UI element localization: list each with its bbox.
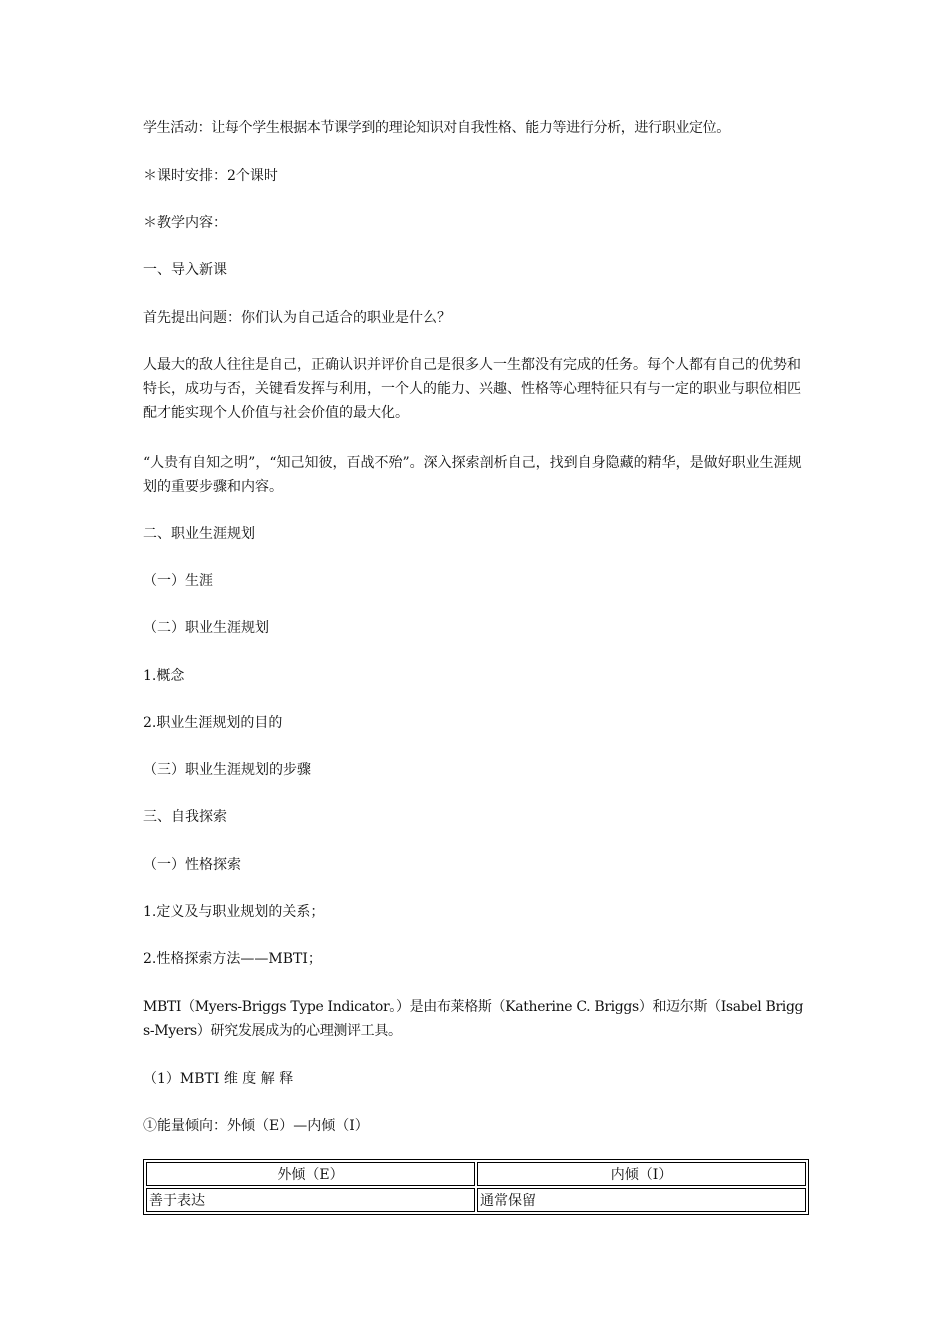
item-mbti-dimensions: （1）MBTI 维 度 解 释	[143, 1071, 294, 1087]
paragraph-self-knowledge: 人最大的敌人往往是自己，正确认识并评价自己是很多人一生都没有完成的任务。每个人都有自己的优势和特长，成功与否，关键看发挥与利用，一个人的能力、兴趣、性格等心理特征只有与一定的职业与职位相匹配才能实现个人价值与社会价值的最大化。	[143, 357, 801, 421]
table-cell: 通常保留	[477, 1188, 806, 1212]
item-energy-direction: ①能量倾向：外倾（E）—内倾（I）	[143, 1118, 369, 1134]
heading-self-exploration: 三、自我探索	[143, 809, 227, 825]
paragraph-student-activity: 学生活动：让每个学生根据本节课学到的理论知识对自我性格、能力等进行分析，进行职业定位。	[143, 120, 730, 136]
heading-career-planning: 二、职业生涯规划	[143, 526, 255, 542]
subheading-career-planning: （二）职业生涯规划	[143, 620, 269, 636]
item-mbti-method: 2.性格探索方法——MBTI；	[143, 951, 322, 967]
item-definition: 1.定义及与职业规划的关系；	[143, 904, 325, 920]
paragraph-proverb: “人贵有自知之明”，“知己知彼，百战不殆”。深入探索剖析自己，找到自身隐藏的精华，是做好职业生涯规划的重要步骤和内容。	[143, 455, 802, 495]
mbti-table	[143, 1159, 809, 1215]
paragraph-mbti-intro: MBTI（Myers-Briggs Type Indicator。）是由布莱格斯（Katherine C. Briggs）和迈尔斯（Isabel Briggs-Myers）研究发展成为的心理测评工具。	[143, 999, 804, 1039]
subheading-steps: （三）职业生涯规划的步骤	[143, 762, 311, 778]
subheading-career: （一）生涯	[143, 573, 213, 589]
table-row	[146, 1188, 806, 1212]
paragraph-question: 首先提出问题：你们认为自己适合的职业是什么？	[143, 310, 451, 326]
item-concept: 1.概念	[143, 668, 185, 684]
subheading-personality: （一）性格探索	[143, 857, 241, 873]
item-purpose: 2.职业生涯规划的目的	[143, 715, 283, 731]
paragraph-teaching-content: ＊教学内容：	[143, 215, 227, 231]
table-header-extraversion: 外倾（E）	[146, 1162, 475, 1186]
table-header-row	[146, 1162, 806, 1186]
table-header-introversion: 内倾（I）	[477, 1162, 806, 1186]
table-cell: 善于表达	[146, 1188, 475, 1212]
heading-intro: 一、导入新课	[143, 262, 227, 278]
paragraph-class-hours: ＊课时安排：2个课时	[143, 168, 278, 184]
